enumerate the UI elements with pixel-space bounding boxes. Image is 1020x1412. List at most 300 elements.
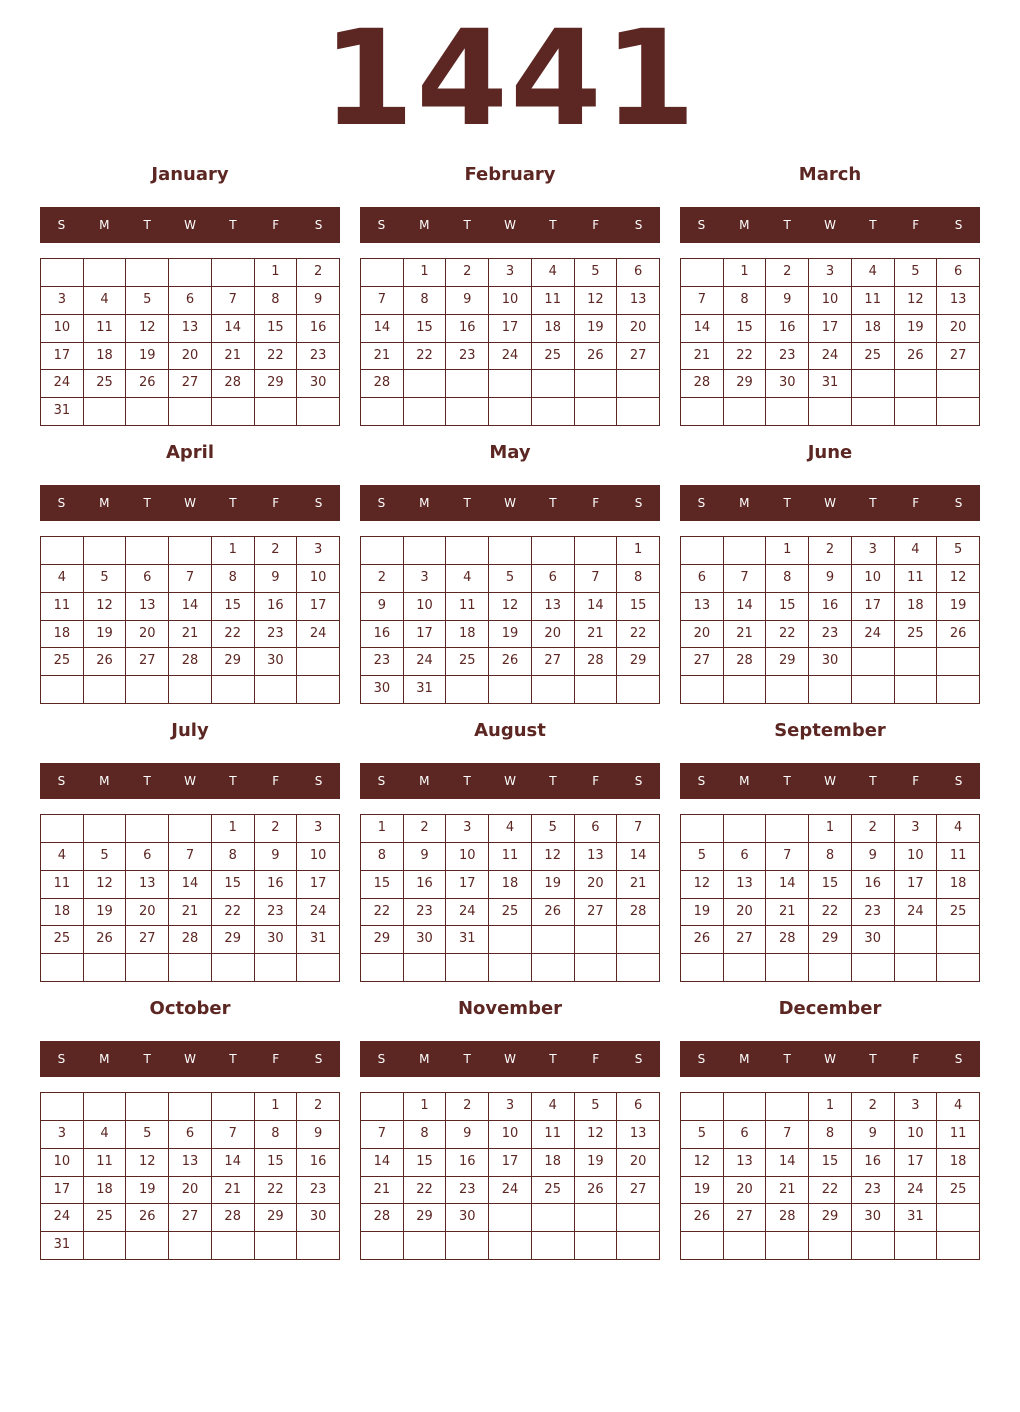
day-cell: 30 — [852, 926, 895, 954]
day-cell: 1 — [212, 815, 255, 843]
weekday-label: S — [377, 218, 386, 232]
day-cell: 8 — [255, 1121, 298, 1149]
day-cell: 29 — [212, 926, 255, 954]
day-cell: 22 — [766, 621, 809, 649]
weekday-label: S — [314, 1052, 323, 1066]
day-cell: 3 — [404, 565, 447, 593]
day-cell: 16 — [255, 871, 298, 899]
day-cell: 23 — [297, 343, 340, 371]
empty-cell — [41, 259, 84, 287]
day-cell: 10 — [489, 1121, 532, 1149]
empty-cell — [126, 1093, 169, 1121]
empty-cell — [724, 537, 767, 565]
weekday-label: M — [419, 496, 430, 510]
month-title: January — [151, 164, 229, 185]
weekday-label: M — [419, 774, 430, 788]
day-cell: 16 — [361, 621, 404, 649]
day-cell: 30 — [766, 370, 809, 398]
day-cell: 4 — [41, 843, 84, 871]
day-cell: 24 — [489, 1177, 532, 1205]
day-cell: 26 — [126, 370, 169, 398]
weekday-label: T — [549, 1052, 557, 1066]
day-cell: 30 — [361, 676, 404, 704]
day-cell: 18 — [852, 315, 895, 343]
day-cell: 9 — [361, 593, 404, 621]
empty-cell — [126, 398, 169, 426]
day-cell: 7 — [575, 565, 618, 593]
day-cell: 22 — [255, 343, 298, 371]
day-cell: 12 — [489, 593, 532, 621]
empty-cell — [681, 1232, 724, 1260]
empty-cell — [617, 954, 660, 982]
day-cell: 15 — [809, 871, 852, 899]
empty-cell — [297, 398, 340, 426]
day-cell: 1 — [809, 815, 852, 843]
empty-cell — [84, 398, 127, 426]
weekday-label: T — [783, 1052, 791, 1066]
month-title: September — [774, 720, 886, 741]
day-cell: 7 — [361, 287, 404, 315]
empty-cell — [575, 398, 618, 426]
day-cell: 30 — [297, 1204, 340, 1232]
day-cell: 4 — [532, 259, 575, 287]
day-cell: 28 — [361, 370, 404, 398]
empty-cell — [895, 926, 938, 954]
day-cell: 18 — [532, 1149, 575, 1177]
empty-cell — [766, 398, 809, 426]
day-cell: 7 — [724, 565, 767, 593]
day-cell: 1 — [255, 1093, 298, 1121]
weekday-label: W — [504, 1052, 516, 1066]
day-cell: 4 — [532, 1093, 575, 1121]
day-cell: 6 — [617, 259, 660, 287]
day-cell: 1 — [809, 1093, 852, 1121]
empty-cell — [446, 954, 489, 982]
empty-cell — [255, 954, 298, 982]
empty-cell — [297, 1232, 340, 1260]
day-cell: 1 — [404, 259, 447, 287]
day-cell: 8 — [617, 565, 660, 593]
day-cell: 16 — [852, 871, 895, 899]
empty-cell — [297, 954, 340, 982]
day-cell: 6 — [575, 815, 618, 843]
weekday-label: F — [912, 218, 920, 232]
day-cell: 11 — [84, 1149, 127, 1177]
weekday-label: S — [57, 218, 66, 232]
weekday-label: T — [143, 774, 151, 788]
weekday-label: M — [99, 1052, 110, 1066]
day-cell: 2 — [404, 815, 447, 843]
empty-cell — [809, 398, 852, 426]
weekday-label: T — [869, 1052, 877, 1066]
day-cell: 26 — [895, 343, 938, 371]
weekday-label: W — [824, 774, 836, 788]
day-cell: 18 — [84, 1177, 127, 1205]
empty-cell — [169, 1093, 212, 1121]
day-cell: 22 — [809, 899, 852, 927]
empty-cell — [852, 676, 895, 704]
day-cell: 21 — [169, 899, 212, 927]
weekday-label: S — [57, 1052, 66, 1066]
day-cell: 2 — [809, 537, 852, 565]
empty-cell — [724, 815, 767, 843]
empty-cell — [361, 398, 404, 426]
weekday-label: F — [272, 1052, 280, 1066]
day-cell: 13 — [724, 871, 767, 899]
day-cell: 17 — [297, 871, 340, 899]
year-title: 1441 — [322, 2, 698, 156]
weekday-label: F — [272, 774, 280, 788]
day-cell: 2 — [852, 1093, 895, 1121]
day-cell: 15 — [255, 1149, 298, 1177]
month-title: June — [807, 442, 853, 463]
day-cell: 14 — [212, 315, 255, 343]
day-cell: 27 — [617, 1177, 660, 1205]
empty-cell — [84, 954, 127, 982]
month-title: August — [474, 720, 546, 741]
month-title: November — [457, 998, 563, 1019]
day-cell: 20 — [126, 899, 169, 927]
day-cell: 15 — [724, 315, 767, 343]
weekday-label: M — [739, 496, 750, 510]
day-cell: 20 — [169, 343, 212, 371]
empty-cell — [169, 815, 212, 843]
day-cell: 24 — [404, 648, 447, 676]
day-cell: 20 — [169, 1177, 212, 1205]
empty-cell — [681, 815, 724, 843]
day-cell: 6 — [681, 565, 724, 593]
weekday-label: S — [377, 1052, 386, 1066]
day-cell: 19 — [126, 1177, 169, 1205]
day-cell: 2 — [766, 259, 809, 287]
day-cell: 19 — [84, 621, 127, 649]
day-cell: 22 — [361, 899, 404, 927]
weekday-header — [40, 207, 340, 243]
empty-cell — [937, 648, 980, 676]
empty-cell — [937, 676, 980, 704]
empty-cell — [255, 398, 298, 426]
day-cell: 9 — [255, 565, 298, 593]
day-cell: 29 — [766, 648, 809, 676]
weekday-label: S — [314, 496, 323, 510]
day-cell: 13 — [617, 1121, 660, 1149]
day-cell: 14 — [361, 315, 404, 343]
empty-cell — [84, 676, 127, 704]
day-cell: 20 — [937, 315, 980, 343]
weekday-header — [40, 763, 340, 799]
day-cell: 24 — [809, 343, 852, 371]
weekday-label: S — [697, 218, 706, 232]
day-cell: 1 — [255, 259, 298, 287]
day-grid — [680, 536, 980, 704]
day-cell: 18 — [489, 871, 532, 899]
day-grid — [360, 814, 660, 982]
day-cell: 19 — [937, 593, 980, 621]
empty-cell — [532, 676, 575, 704]
empty-cell — [575, 676, 618, 704]
day-cell: 30 — [255, 648, 298, 676]
day-cell: 2 — [446, 1093, 489, 1121]
day-cell: 1 — [766, 537, 809, 565]
day-cell: 5 — [575, 1093, 618, 1121]
day-cell: 16 — [255, 593, 298, 621]
day-cell: 6 — [169, 1121, 212, 1149]
day-cell: 1 — [404, 1093, 447, 1121]
day-cell: 11 — [446, 593, 489, 621]
day-cell: 18 — [937, 1149, 980, 1177]
day-cell: 15 — [404, 1149, 447, 1177]
day-cell: 17 — [297, 593, 340, 621]
empty-cell — [575, 954, 618, 982]
day-cell: 11 — [937, 843, 980, 871]
empty-cell — [169, 398, 212, 426]
day-cell: 5 — [575, 259, 618, 287]
empty-cell — [617, 1232, 660, 1260]
day-cell: 7 — [212, 1121, 255, 1149]
empty-cell — [489, 676, 532, 704]
day-cell: 17 — [41, 343, 84, 371]
weekday-label: F — [592, 774, 600, 788]
day-cell: 4 — [895, 537, 938, 565]
day-cell: 19 — [489, 621, 532, 649]
day-cell: 4 — [852, 259, 895, 287]
empty-cell — [212, 954, 255, 982]
empty-cell — [724, 1093, 767, 1121]
day-cell: 31 — [404, 676, 447, 704]
empty-cell — [212, 259, 255, 287]
weekday-label: W — [184, 1052, 196, 1066]
day-grid — [40, 1092, 340, 1260]
empty-cell — [489, 1204, 532, 1232]
day-cell: 12 — [532, 843, 575, 871]
weekday-label: S — [697, 1052, 706, 1066]
day-cell: 26 — [681, 926, 724, 954]
day-cell: 16 — [446, 1149, 489, 1177]
day-cell: 26 — [575, 343, 618, 371]
day-cell: 13 — [724, 1149, 767, 1177]
day-cell: 3 — [446, 815, 489, 843]
day-cell: 24 — [895, 899, 938, 927]
weekday-header — [360, 763, 660, 799]
day-cell: 14 — [169, 593, 212, 621]
day-cell: 6 — [724, 843, 767, 871]
day-cell: 3 — [895, 1093, 938, 1121]
weekday-label: S — [697, 496, 706, 510]
day-cell: 23 — [852, 1177, 895, 1205]
day-cell: 31 — [446, 926, 489, 954]
empty-cell — [41, 954, 84, 982]
day-cell: 5 — [489, 565, 532, 593]
empty-cell — [446, 1232, 489, 1260]
day-cell: 9 — [446, 1121, 489, 1149]
day-cell: 30 — [255, 926, 298, 954]
day-cell: 19 — [575, 315, 618, 343]
day-cell: 26 — [575, 1177, 618, 1205]
empty-cell — [84, 537, 127, 565]
day-cell: 8 — [404, 1121, 447, 1149]
day-cell: 2 — [361, 565, 404, 593]
day-cell: 7 — [169, 565, 212, 593]
empty-cell — [681, 537, 724, 565]
day-cell: 8 — [404, 287, 447, 315]
day-cell: 17 — [895, 1149, 938, 1177]
weekday-label: F — [912, 1052, 920, 1066]
weekday-label: W — [504, 496, 516, 510]
day-cell: 25 — [489, 899, 532, 927]
day-cell: 18 — [532, 315, 575, 343]
day-cell: 31 — [41, 1232, 84, 1260]
day-cell: 11 — [84, 315, 127, 343]
day-cell: 21 — [766, 899, 809, 927]
day-cell: 22 — [404, 1177, 447, 1205]
empty-cell — [255, 676, 298, 704]
day-cell: 10 — [895, 843, 938, 871]
day-cell: 13 — [169, 315, 212, 343]
day-cell: 16 — [852, 1149, 895, 1177]
day-cell: 7 — [361, 1121, 404, 1149]
empty-cell — [766, 954, 809, 982]
day-cell: 7 — [212, 287, 255, 315]
empty-cell — [766, 1232, 809, 1260]
weekday-header — [360, 207, 660, 243]
day-cell: 27 — [937, 343, 980, 371]
weekday-label: S — [954, 1052, 963, 1066]
weekday-label: S — [634, 774, 643, 788]
weekday-label: M — [99, 218, 110, 232]
day-cell: 17 — [404, 621, 447, 649]
day-cell: 3 — [895, 815, 938, 843]
day-cell: 10 — [489, 287, 532, 315]
day-cell: 11 — [852, 287, 895, 315]
weekday-label: S — [954, 774, 963, 788]
day-cell: 26 — [84, 926, 127, 954]
day-cell: 22 — [404, 343, 447, 371]
day-cell: 21 — [681, 343, 724, 371]
weekday-header — [680, 1041, 980, 1077]
empty-cell — [937, 954, 980, 982]
day-cell: 24 — [297, 621, 340, 649]
day-cell: 12 — [895, 287, 938, 315]
day-cell: 23 — [255, 899, 298, 927]
day-cell: 9 — [809, 565, 852, 593]
day-cell: 27 — [169, 370, 212, 398]
day-cell: 23 — [852, 899, 895, 927]
day-cell: 29 — [361, 926, 404, 954]
day-cell: 3 — [489, 1093, 532, 1121]
month-title: December — [778, 998, 882, 1019]
weekday-label: W — [504, 774, 516, 788]
day-cell: 21 — [212, 343, 255, 371]
day-cell: 12 — [937, 565, 980, 593]
day-cell: 23 — [766, 343, 809, 371]
day-cell: 5 — [532, 815, 575, 843]
day-cell: 29 — [809, 926, 852, 954]
day-cell: 24 — [41, 1204, 84, 1232]
weekday-label: W — [824, 496, 836, 510]
empty-cell — [489, 954, 532, 982]
day-cell: 2 — [852, 815, 895, 843]
day-cell: 17 — [489, 1149, 532, 1177]
day-cell: 25 — [84, 370, 127, 398]
weekday-label: T — [783, 774, 791, 788]
day-cell: 13 — [532, 593, 575, 621]
day-cell: 3 — [41, 287, 84, 315]
empty-cell — [809, 1232, 852, 1260]
day-cell: 13 — [937, 287, 980, 315]
empty-cell — [126, 259, 169, 287]
day-cell: 18 — [895, 593, 938, 621]
day-cell: 7 — [766, 1121, 809, 1149]
day-cell: 24 — [41, 370, 84, 398]
weekday-label: F — [592, 496, 600, 510]
weekday-label: M — [419, 1052, 430, 1066]
weekday-label: W — [824, 218, 836, 232]
weekday-label: M — [739, 774, 750, 788]
day-cell: 4 — [937, 815, 980, 843]
day-cell: 19 — [84, 899, 127, 927]
empty-cell — [532, 1232, 575, 1260]
day-cell: 4 — [489, 815, 532, 843]
empty-cell — [404, 370, 447, 398]
day-cell: 12 — [126, 315, 169, 343]
day-cell: 21 — [212, 1177, 255, 1205]
day-cell: 28 — [575, 648, 618, 676]
weekday-label: F — [592, 218, 600, 232]
day-cell: 1 — [361, 815, 404, 843]
day-cell: 2 — [297, 1093, 340, 1121]
day-cell: 21 — [724, 621, 767, 649]
weekday-header — [680, 207, 980, 243]
weekday-label: S — [57, 774, 66, 788]
day-cell: 18 — [84, 343, 127, 371]
day-cell: 1 — [724, 259, 767, 287]
day-cell: 2 — [255, 815, 298, 843]
empty-cell — [169, 1232, 212, 1260]
empty-cell — [446, 537, 489, 565]
day-cell: 13 — [575, 843, 618, 871]
day-cell: 21 — [169, 621, 212, 649]
empty-cell — [84, 259, 127, 287]
empty-cell — [617, 1204, 660, 1232]
day-cell: 9 — [297, 287, 340, 315]
empty-cell — [575, 926, 618, 954]
day-cell: 21 — [361, 343, 404, 371]
day-cell: 25 — [532, 1177, 575, 1205]
day-grid — [680, 1092, 980, 1260]
day-grid — [360, 1092, 660, 1260]
day-cell: 5 — [681, 1121, 724, 1149]
day-cell: 15 — [212, 593, 255, 621]
day-cell: 31 — [41, 398, 84, 426]
day-cell: 26 — [126, 1204, 169, 1232]
day-cell: 27 — [532, 648, 575, 676]
day-cell: 17 — [895, 871, 938, 899]
day-cell: 12 — [575, 1121, 618, 1149]
empty-cell — [724, 676, 767, 704]
day-cell: 7 — [681, 287, 724, 315]
day-cell: 28 — [169, 926, 212, 954]
day-cell: 22 — [212, 899, 255, 927]
weekday-label: W — [504, 218, 516, 232]
day-cell: 12 — [84, 593, 127, 621]
day-cell: 18 — [446, 621, 489, 649]
weekday-label: F — [912, 774, 920, 788]
day-cell: 5 — [937, 537, 980, 565]
day-cell: 26 — [489, 648, 532, 676]
day-cell: 23 — [446, 343, 489, 371]
day-cell: 25 — [895, 621, 938, 649]
day-cell: 25 — [41, 926, 84, 954]
